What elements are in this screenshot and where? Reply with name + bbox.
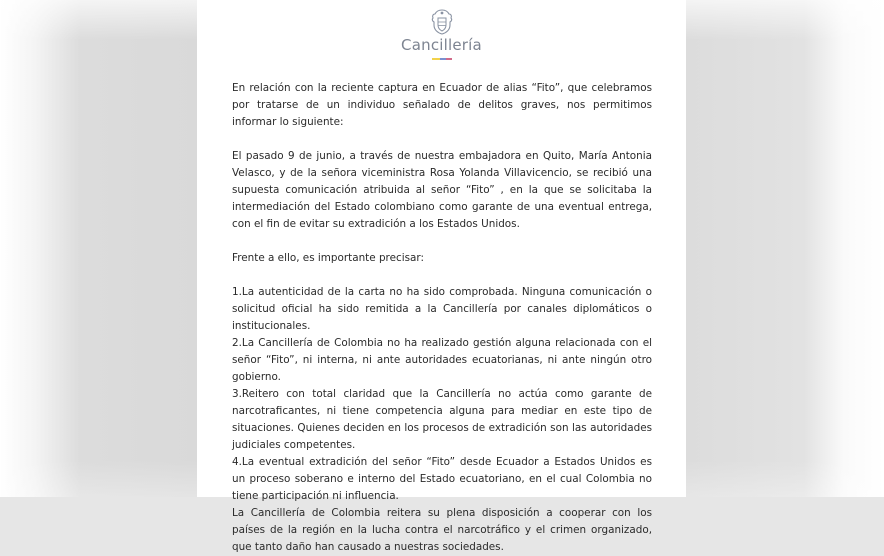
tricolor-red [446, 58, 452, 60]
point-item: 3.Reitero con total claridad que la Cancillería no actúa como garante de narcotraficantes, ni tiene competencia alguna para mediar en este tipo de situaciones. Quienes deciden en los procesos de extradición son las autoridades judiciales competentes. [232, 388, 652, 451]
closing-paragraph: La Cancillería de Colombia reitera su plena disposición a cooperar con los países de la región en la lucha contra el narcotráfico y el crimen organizado, que tanto daño han causado a nuestras sociedades. [232, 507, 652, 553]
point-item: 1.La autenticidad de la carta no ha sido comprobada. Ninguna comunicación o solicitud oficial ha sido remitida a la Cancillería por canales diplomáticos o institucionales. [232, 286, 652, 332]
background-right [686, 0, 884, 497]
background-left [0, 0, 198, 497]
document-page [197, 0, 686, 553]
letterhead [197, 8, 686, 60]
brand-name: Cancillería [401, 36, 482, 54]
statement-body [232, 80, 652, 556]
tricolor-yellow [432, 58, 440, 60]
lead-in-paragraph: Frente a ello, es importante precisar: [232, 252, 424, 264]
tricolor-bar [432, 58, 452, 60]
point-item: 4.La eventual extradición del señor “Fito” desde Ecuador a Estados Unidos es un proceso soberano e interno del Estado ecuatoriano, en el cual Colombia no tiene participación ni influencia. [232, 456, 652, 502]
context-paragraph: El pasado 9 de junio, a través de nuestra embajadora en Quito, María Antonia Velasco, y de la señora viceministra Rosa Yolanda Villavicencio, se recibió una supuesta comunicación atribuida al señor “Fito” , en la que se solicitaba la intermediación del Estado colombiano como garante de una eventual entrega, con el fin de evitar su extradición a los Estados Unidos. [232, 150, 652, 230]
coat-of-arms-icon [429, 8, 455, 36]
point-item: 2.La Cancillería de Colombia no ha realizado gestión alguna relacionada con el señor “Fito”, ni interna, ni ante autoridades ecuatorianas, ni ante ningún otro gobierno. [232, 337, 652, 383]
intro-paragraph: En relación con la reciente captura en Ecuador de alias “Fito”, que celebramos por tratarse de un individuo señalado de delitos graves, nos permitimos informar lo siguiente: [232, 82, 652, 128]
